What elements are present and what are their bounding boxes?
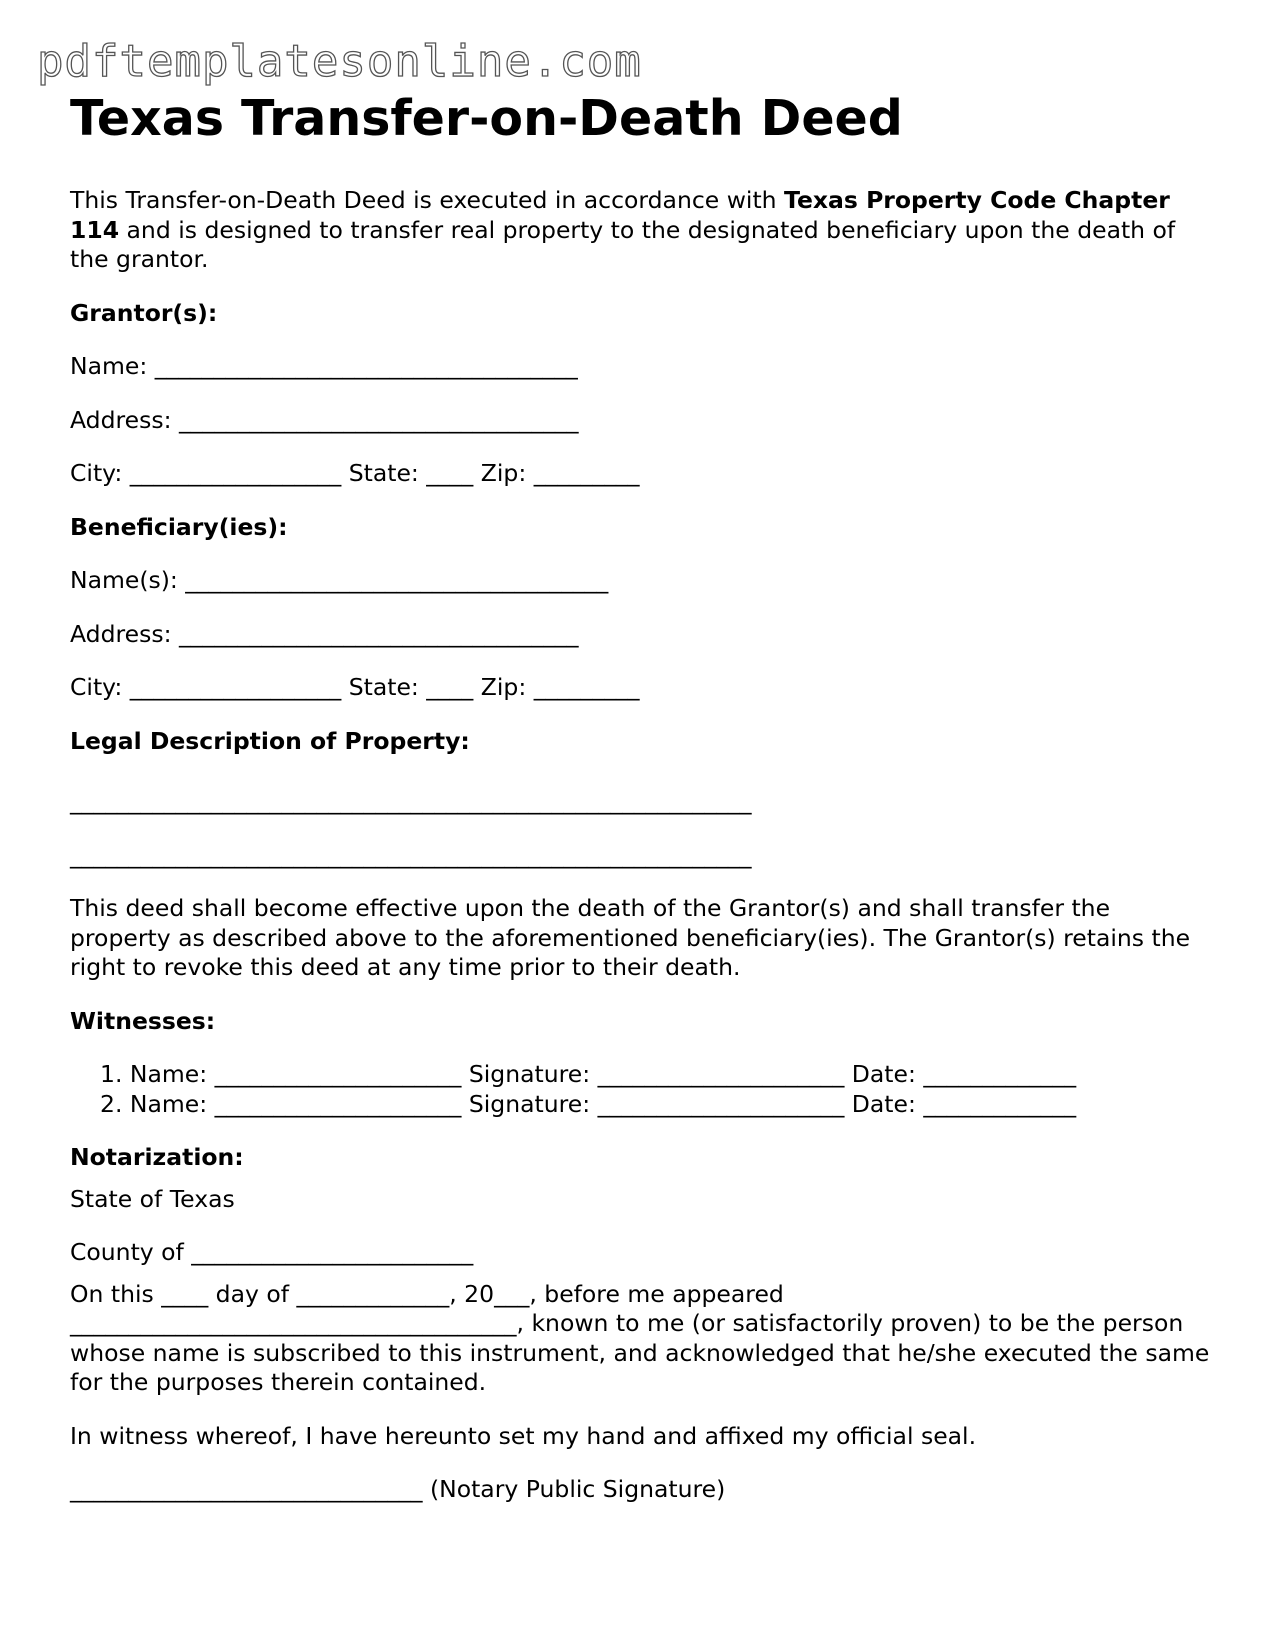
watermark: pdftemplatesonline.com xyxy=(37,36,642,87)
witness-row-2[interactable]: 2. Name: _____________________ Signature: _____________________ Date: _____________ xyxy=(100,1089,1077,1118)
page-title: Texas Transfer-on-Death Deed xyxy=(70,90,903,147)
notary-state: State of Texas xyxy=(70,1184,235,1213)
witness-row-1[interactable]: 1. Name: _____________________ Signature: _____________________ Date: _____________ xyxy=(100,1060,1077,1088)
property-description-line-1[interactable]: __________________________________________________________ xyxy=(70,787,752,815)
notarization-heading: Notarization: xyxy=(70,1143,244,1171)
document-page xyxy=(70,88,1210,1505)
intro-text-1: This Transfer-on-Death Deed is executed in accordance with xyxy=(70,186,785,214)
intro-text-2: and is designed to transfer real property to the designated beneficiary upon the death of the grantor. xyxy=(70,215,1176,273)
grantor-name-field[interactable]: Name: ____________________________________ xyxy=(70,352,578,380)
beneficiary-city-state-zip-field[interactable]: City: __________________ State: ____ Zip: _________ xyxy=(70,673,640,701)
intro-paragraph xyxy=(70,186,1210,275)
beneficiary-names-field[interactable]: Name(s): ____________________________________ xyxy=(70,566,609,594)
beneficiary-address-field[interactable]: Address: __________________________________ xyxy=(70,619,579,648)
witness-list xyxy=(70,1060,1210,1119)
notary-county-field[interactable]: County of ________________________ xyxy=(70,1238,474,1266)
property-description-line-2[interactable]: __________________________________________________________ xyxy=(70,840,752,869)
grantor-heading: Grantor(s): xyxy=(70,298,218,327)
grantor-address-field[interactable]: Address: __________________________________ xyxy=(70,405,579,434)
effective-paragraph: This deed shall become effective upon the death of the Grantor(s) and shall transfer the property as described above to the aforementioned beneficiary(ies). The Grantor(s) retains the right to revoke this deed at any time prior to their death. xyxy=(70,894,1191,981)
notary-signature-line[interactable]: ______________________________ (Notary Public Signature) xyxy=(70,1475,726,1503)
beneficiary-heading: Beneficiary(ies): xyxy=(70,512,288,541)
property-heading: Legal Description of Property: xyxy=(70,726,470,755)
notary-witness-statement: In witness whereof, I have hereunto set my hand and affixed my official seal. xyxy=(70,1421,977,1450)
notary-acknowledgment: On this ____ day of _____________, 20___, before me appeared ______________________________________, known to me (or satisfactorily proven) to be the person whose name is subscribed to this instrument, and acknowledged that he/she executed the same for the purposes therein contained. xyxy=(70,1279,1210,1396)
intro-code-reference: Texas Property Code Chapter 114 xyxy=(70,186,1170,244)
grantor-city-state-zip-field[interactable]: City: __________________ State: ____ Zip: _________ xyxy=(70,459,640,487)
witnesses-heading: Witnesses: xyxy=(70,1006,216,1035)
